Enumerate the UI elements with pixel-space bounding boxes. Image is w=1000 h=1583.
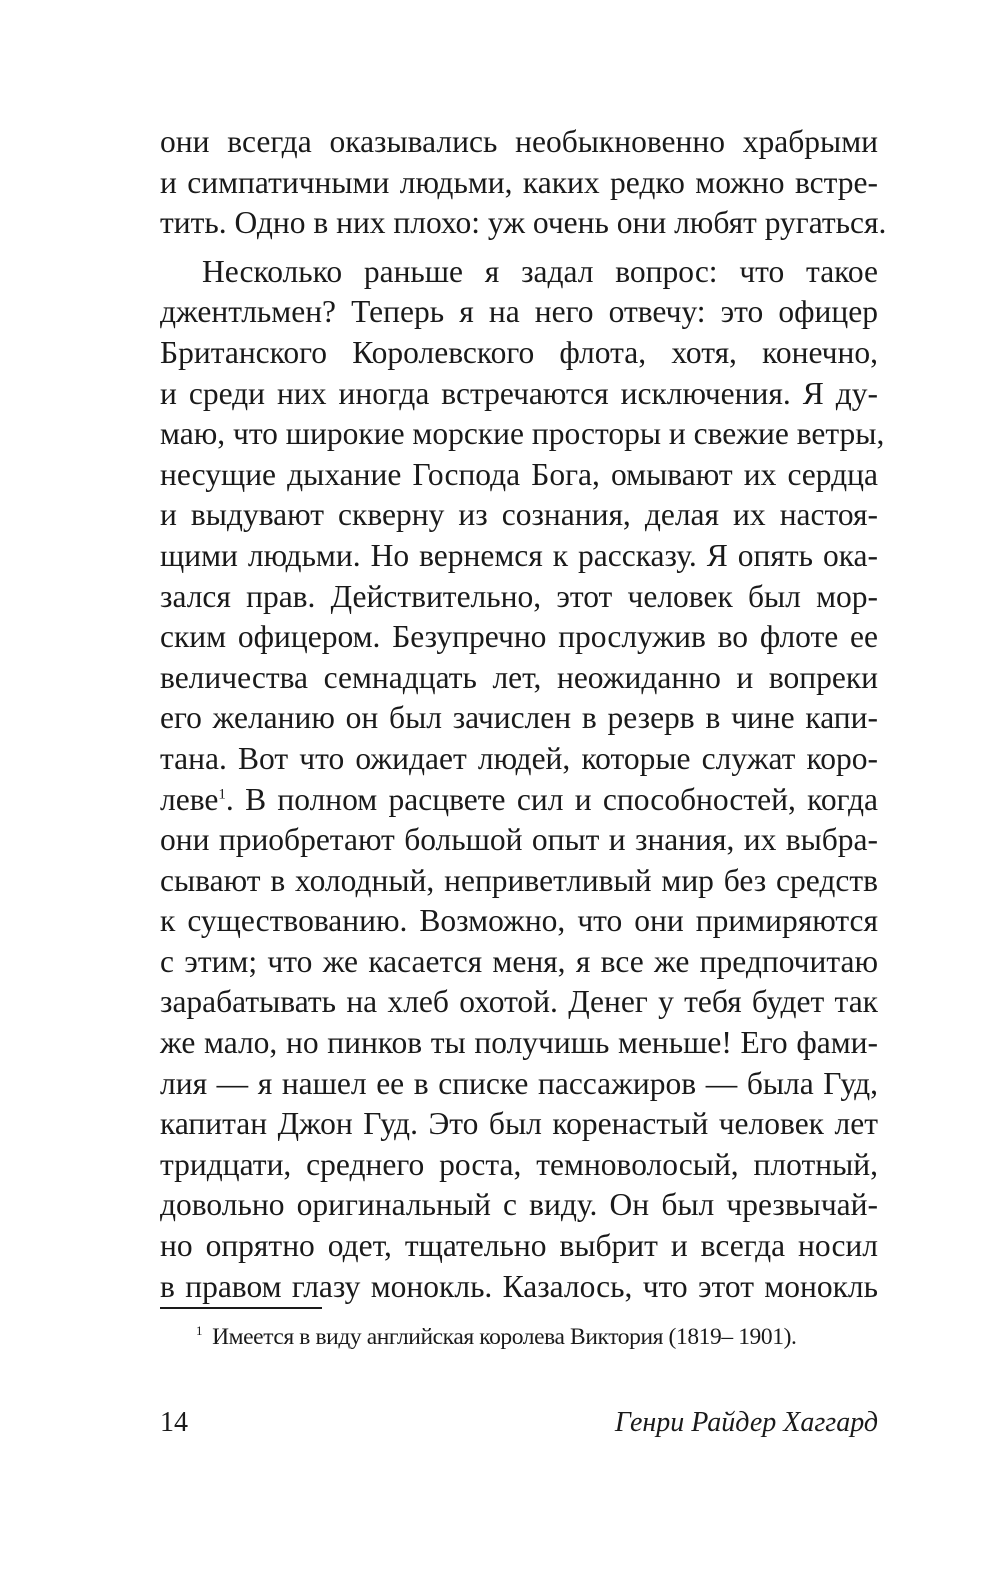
text-line: тридцати, среднего роста, темноволосый, плотный, [160, 1146, 878, 1182]
text-line: сывают в холодный, неприветливый мир без средств [160, 862, 878, 898]
text-fragment: . В полном расцвете сил и способностей, когда [225, 781, 878, 817]
text-line: с этим; что же касается меня, я все же предпочитаю [160, 943, 878, 979]
text-line: зарабатывать на хлеб охотой. Денег у тебя будет так [160, 984, 878, 1020]
footnote-marker: 1 [196, 1323, 203, 1339]
footnote-reference[interactable]: 1 [218, 786, 226, 802]
text-line-with-footnote-ref [160, 780, 878, 821]
footnote-divider [160, 1307, 322, 1309]
text-line: же мало, но пинков ты получишь меньше! Его фами- [160, 1025, 878, 1061]
text-line: величества семнадцать лет, неожиданно и вопреки [160, 659, 878, 695]
text-line: зался прав. Действительно, этот человек был мор- [160, 578, 878, 614]
text-line: несущие дыхание Господа Бога, омывают их сердца [160, 456, 878, 492]
running-title: Генри Райдер Хаггард [614, 1407, 878, 1438]
footnote-text: Имеется в виду английская королева Виктория (1819– 1901). [212, 1324, 797, 1350]
text-line: они всегда оказывались необыкновенно храбрыми [160, 124, 878, 159]
page-number: 14 [160, 1407, 188, 1438]
body-text [160, 122, 887, 1307]
text-line: к существованию. Возможно, что они примиряются [160, 903, 878, 939]
text-line: его желанию он был зачислен в резерв в чине капи- [160, 700, 878, 736]
text-line: ским офицером. Безупречно прослужив во флоте ее [160, 619, 878, 655]
text-line: в правом глазу монокль. Казалось, что этот монокль [160, 1268, 878, 1304]
text-line: тана. Вот что ожидает людей, которые служат коро- [160, 740, 878, 776]
text-line: Британского Королевского флота, хотя, конечно, [160, 334, 878, 370]
text-line: довольно оригинальный с виду. Он был чрезвычай- [160, 1187, 878, 1223]
text-line: Несколько раньше я задал вопрос: что такое [202, 253, 878, 289]
text-line: джентльмен? Теперь я на него отвечу: это офицер [160, 294, 878, 330]
footnote [196, 1320, 886, 1354]
text-line: и среди них иногда встречаются исключения. Я ду- [160, 375, 878, 411]
text-line: они приобретают большой опыт и знания, их выбра- [160, 822, 878, 858]
text-line: и симпатичными людьми, каких редко можно встре- [160, 164, 878, 200]
text-line: маю, что широкие морские просторы и свежие ветры, [160, 416, 885, 452]
text-line: тить. Одно в них плохо: уж очень они любят ругаться. [160, 205, 887, 241]
text-line: капитан Джон Гуд. Это был коренастый человек лет [160, 1106, 878, 1142]
text-line: и выдувают скверну из сознания, делая их настоя- [160, 497, 878, 533]
text-fragment: леве [160, 781, 219, 817]
text-line: но опрятно одет, тщательно выбрит и всегда носил [160, 1228, 878, 1264]
text-line: щими людьми. Но вернемся к рассказу. Я опять ока- [160, 537, 878, 573]
text-line: лия — я нашел ее в списке пассажиров — была Гуд, [160, 1065, 878, 1101]
